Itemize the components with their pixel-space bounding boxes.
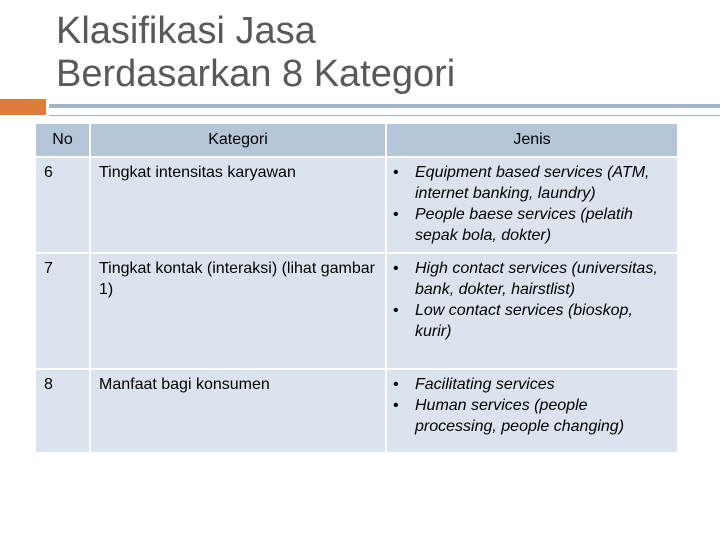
table-row: [36, 253, 678, 369]
list-item: • People baese services (pelatih sepak bola, dokter): [393, 204, 671, 246]
row-jenis: [386, 369, 678, 453]
list-item: • High contact services (universitas, bank, dokter, hairstlist): [393, 258, 671, 300]
slide-title: [56, 10, 696, 96]
table-row: [36, 369, 678, 453]
table-header-row: [36, 124, 678, 157]
list-item: • Human services (people processing, people changing): [393, 395, 671, 437]
header-jenis: Jenis: [386, 124, 678, 157]
table-row: [36, 157, 678, 253]
slide-title-line-2: Berdasarkan 8 Kategori: [56, 53, 456, 95]
row-jenis: [386, 157, 678, 253]
row-kategori: Manfaat bagi konsumen: [90, 369, 386, 453]
classification-table: [36, 124, 679, 454]
row-kategori: Tingkat kontak (interaksi) (lihat gambar 1): [90, 253, 386, 369]
row-jenis: [386, 253, 678, 369]
row-no: 8: [36, 369, 90, 453]
header-kategori: Kategori: [90, 124, 386, 157]
row-no: 6: [36, 157, 90, 253]
list-item: • Equipment based services (ATM, internet banking, laundry): [393, 162, 671, 204]
row-no: 7: [36, 253, 90, 369]
slide-title-line-1: Klasifikasi Jasa: [56, 10, 316, 52]
list-item: • Low contact services (bioskop, kurir): [393, 300, 671, 342]
row-kategori: Tingkat intensitas karyawan: [90, 157, 386, 253]
orange-accent-bar: [0, 99, 46, 115]
blue-accent-line: [49, 104, 720, 116]
header-no: No: [36, 124, 90, 157]
list-item: • Facilitating services: [393, 374, 671, 395]
